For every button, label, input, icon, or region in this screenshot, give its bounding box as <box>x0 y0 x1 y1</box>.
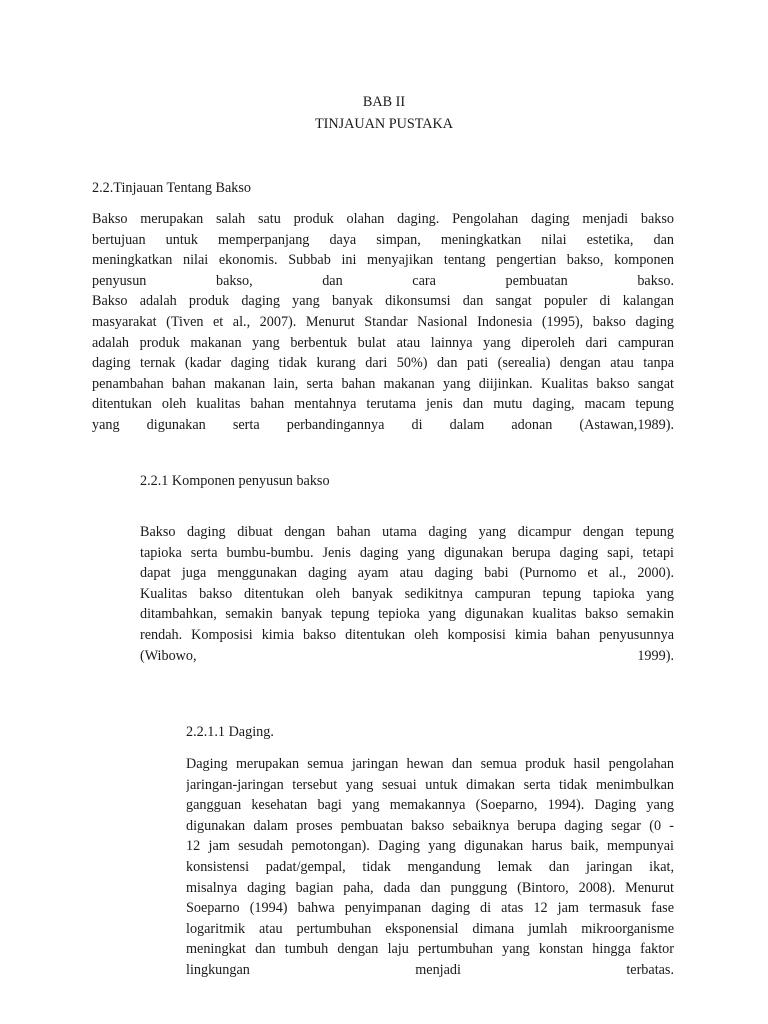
paragraph-line: Bakso adalah produk daging yang banyak dikonsumsi dan sangat populer di kalangan <box>92 293 674 310</box>
paragraph-line: adalah produk makanan yang berbentuk bulat atau lainnya yang diperoleh dari campuran <box>92 334 674 351</box>
paragraph-line: lingkungan menjadi terbatas. <box>186 961 674 978</box>
paragraph-line: ditambahkan, semakin banyak tepung tepioka yang digunakan kualitas bakso semakin <box>140 606 674 623</box>
paragraph-line: penyusun bakso, dan cara pembuatan bakso. <box>92 272 674 289</box>
paragraph-line: tapioka serta bumbu-bumbu. Jenis daging yang digunakan berupa daging sapi, tetapi <box>140 544 674 561</box>
paragraph-line: yang digunakan serta perbandingannya di dalam adonan (Astawan,1989). <box>92 416 674 433</box>
paragraph-line: penambahan bahan makanan lain, serta bahan makanan yang diijinkan. Kualitas bakso sangat <box>92 375 674 392</box>
paragraph-line: (Wibowo, 1999). <box>140 647 674 664</box>
paragraph-line: Bakso merupakan salah satu produk olahan daging. Pengolahan daging menjadi bakso <box>92 211 674 227</box>
paragraph-line: daging ternak (kadar daging tidak kurang dari 50%) dan pati (serealia) dengan atau tanpa <box>92 355 674 372</box>
paragraph-line: 12 jam sesudah pemotongan). Daging yang digunakan harus baik, mempunyai <box>186 838 674 855</box>
section-2-2-1-1-body <box>186 754 674 981</box>
paragraph-line: gangguan kesehatan bagi yang memakannya (Soeparno, 1994). Daging yang <box>186 797 674 814</box>
chapter-number: BAB II <box>362 94 406 110</box>
paragraph-line: Soeparno (1994) bahwa penyimpanan daging di atas 12 jam termasuk fase <box>186 900 674 917</box>
paragraph-line: Daging merupakan semua jaringan hewan dan semua produk hasil pengolahan <box>186 756 674 772</box>
paragraph-line: konsistensi padat/gempal, tidak mengandung lemak dan jaringan ikat, <box>186 858 674 875</box>
paragraph-line: Bakso daging dibuat dengan bahan utama daging yang dicampur dengan tepung <box>140 524 674 540</box>
section-2-2-body <box>92 209 674 436</box>
chapter-title: TINJAUAN PUSTAKA <box>315 116 453 132</box>
paragraph-line: digunakan dalam proses pembuatan bakso sebaiknya berupa daging segar (0 - <box>186 817 674 834</box>
section-2-2-1-1-heading: 2.2.1.1 Daging. <box>186 724 274 740</box>
paragraph-line: logaritmik atau pertumbuhan eksponensial dimana jumlah mikroorganisme <box>186 920 674 937</box>
paragraph-line: dapat juga menggunakan daging ayam atau daging babi (Purnomo et al., 2000). <box>140 565 674 582</box>
paragraph-line: ditentukan oleh kualitas bahan mentahnya terutama jenis dan mutu daging, macam tepung <box>92 396 674 413</box>
paragraph-line: rendah. Komposisi kimia bakso ditentukan oleh komposisi kimia bahan penyusunnya <box>140 626 674 643</box>
paragraph-line: meningkatkan nilai ekonomis. Subbab ini menyajikan tentang pengertian bakso, komponen <box>92 252 674 269</box>
paragraph-line: meningkat dan tumbuh dengan laju pertumbuhan yang konstan hingga faktor <box>186 941 674 958</box>
section-2-2-1-heading: 2.2.1 Komponen penyusun bakso <box>140 473 330 489</box>
section-2-2-heading: 2.2.Tinjauan Tentang Bakso <box>92 180 252 196</box>
paragraph-line: jaringan-jaringan tersebut yang sesuai untuk dimakan serta tidak menimbulkan <box>186 776 674 793</box>
section-2-2-1-body <box>140 522 674 666</box>
paragraph-line: misalnya daging bagian paha, dada dan punggung (Bintoro, 2008). Menurut <box>186 879 674 896</box>
paragraph-line: Kualitas bakso ditentukan oleh banyak sedikitnya campuran tepung tapioka yang <box>140 585 674 602</box>
paragraph-line: masyarakat (Tiven et al., 2007). Menurut Standar Nasional Indonesia (1995), bakso daging <box>92 313 674 330</box>
paragraph-line: bertujuan untuk memperpanjang daya simpan, meningkatkan nilai estetika, dan <box>92 231 674 248</box>
